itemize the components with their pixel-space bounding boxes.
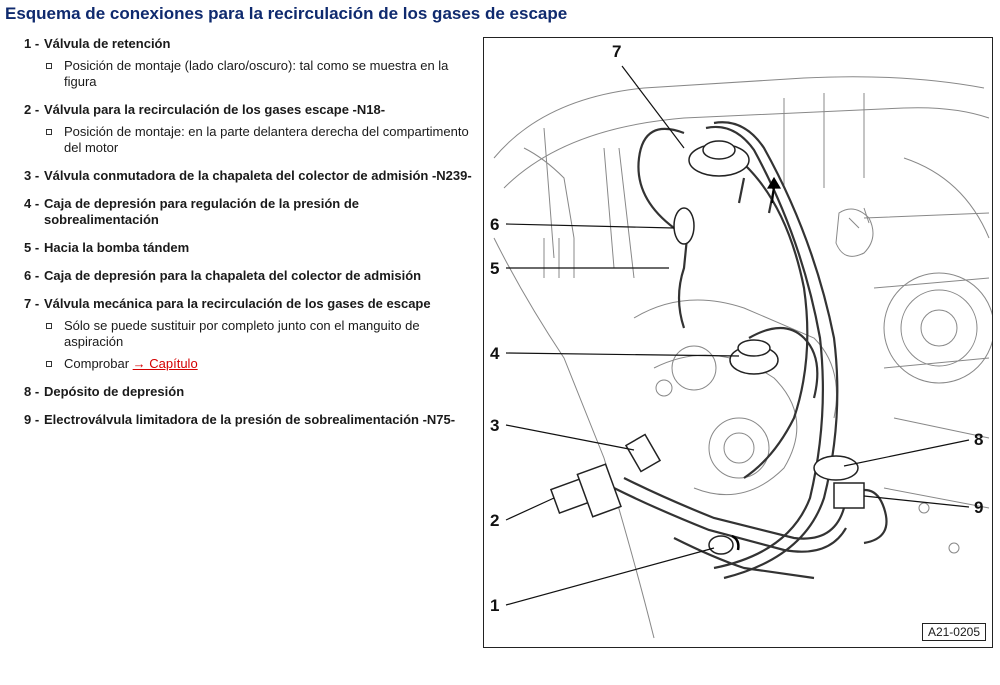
item-number: 8 - [24,384,40,399]
callout-3: 3 [490,416,500,435]
item-number: 5 - [24,240,40,255]
chapter-link[interactable]: → Capítulo [132,356,198,371]
item-number: 3 - [24,168,40,183]
sub-item: Sólo se puede sustituir por completo junto con el manguito de aspiración [24,318,474,350]
item-number: 1 - [24,36,40,51]
callout-5: 5 [490,259,500,278]
legend-item-9 [24,412,474,428]
page-title: Esquema de conexiones para la recirculación de los gases de escape [5,4,568,23]
item-label: Válvula conmutadora de la chapaleta del colector de admisión -N239- [44,168,472,183]
item-label: Caja de depresión para regulación de la presión de sobrealimentación [44,196,359,227]
item-label: Depósito de depresión [44,384,185,399]
sub-item: Posición de montaje: en la parte delantera derecha del compartimento del motor [24,124,474,156]
item-number: 2 - [24,102,40,117]
square-bullet-icon [46,129,52,135]
item-label: Hacia la bomba tándem [44,240,190,255]
legend-item-5 [24,240,474,256]
legend-item-6 [24,268,474,284]
legend-item-4 [24,196,474,228]
legend-item-7 [24,296,474,372]
item-label: Válvula de retención [44,36,171,51]
legend-item-8 [24,384,474,400]
item-label: Válvula mecánica para la recirculación de los gases de escape [44,296,431,311]
callout-6: 6 [490,215,500,234]
legend-item-1 [24,36,474,90]
item-number: 6 - [24,268,40,283]
square-bullet-icon [46,361,52,367]
item-label: Caja de depresión para la chapaleta del colector de admisión [44,268,422,283]
callout-9: 9 [974,498,984,517]
legend-item-3 [24,168,474,184]
callout-2: 2 [490,511,500,530]
legend-list [24,36,474,440]
legend-item-2 [24,102,474,156]
sub-item: Posición de montaje (lado claro/oscuro): tal como se muestra en la figura [24,58,474,90]
callout-4: 4 [490,344,500,363]
engine-diagram [483,37,993,648]
item-number: 7 - [24,296,40,311]
figure-code: A21-0205 [922,623,986,641]
item-label: Electroválvula limitadora de la presión de sobrealimentación -N75- [44,412,456,427]
square-bullet-icon [46,63,52,69]
item-label: Válvula para la recirculación de los gases escape -N18- [44,102,386,117]
sub-item: Comprobar → Capítulo [24,356,474,372]
callout-8: 8 [974,430,984,449]
item-number: 4 - [24,196,40,211]
square-bullet-icon [46,323,52,329]
engine-drawing [484,38,992,647]
callout-7: 7 [612,42,622,61]
callout-1: 1 [490,596,500,615]
item-number: 9 - [24,412,40,427]
